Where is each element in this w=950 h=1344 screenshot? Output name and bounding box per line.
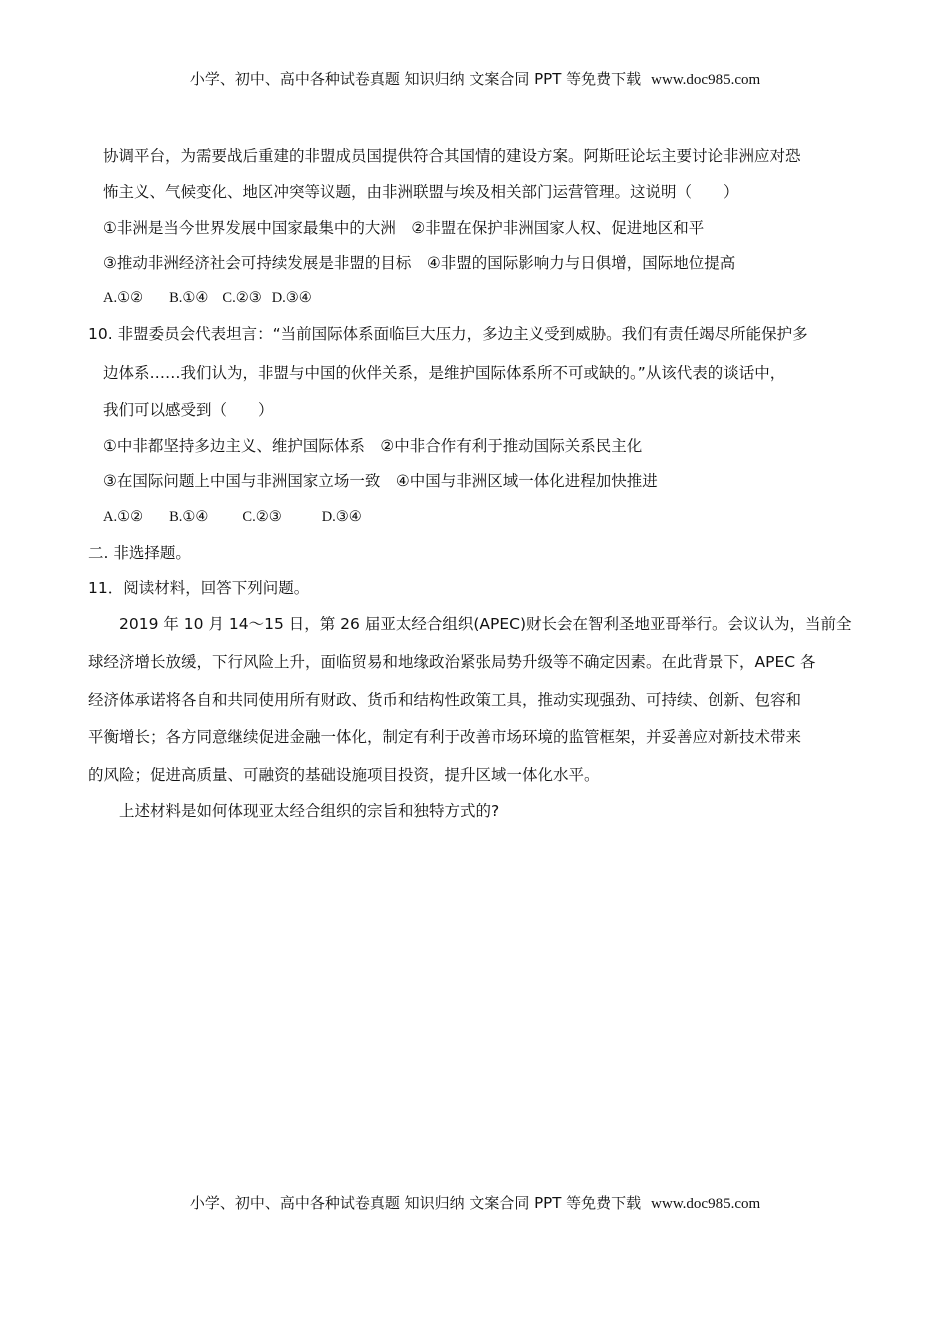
- q10-statement-1: ①中非都坚持多边主义、维护国际体系 ②中非合作有利于推动国际关系民主化: [103, 437, 643, 455]
- q10-option-d: D.③④: [321, 509, 362, 525]
- q9-option-a: A.①②: [103, 290, 144, 306]
- q11-question: 上述材料是如何体现亚太经合组织的宗旨和独特方式的?: [119, 802, 500, 820]
- q9-statement-1: ①非洲是当今世界发展中国家最集中的大洲 ②非盟在保护非洲国家人权、促进地区和平: [103, 219, 705, 237]
- header-url[interactable]: www.doc985.com: [651, 72, 761, 88]
- q11-paragraph-line-3: 经济体承诺将各自和共同使用所有财政、货币和结构性政策工具，推动实现强劲、可持续、创新、包容和: [88, 691, 802, 709]
- q11-paragraph-line-1: 2019 年 10 月 14～15 日，第 26 届亚太经合组织(APEC)财长会在智利圣地亚哥举行。会议认为，当前全: [119, 615, 852, 633]
- header-text: 小学、初中、高中各种试卷真题 知识归纳 文案合同 PPT 等免费下载: [189, 70, 642, 88]
- footer-url[interactable]: www.doc985.com: [651, 1196, 761, 1212]
- q10-line-2: 边体系……我们认为，非盟与中国的伙伴关系，是维护国际体系所不可或缺的。”从该代表的谈话中，: [103, 364, 786, 382]
- q10-options: [103, 507, 388, 527]
- q9-option-d: D.③④: [271, 290, 312, 306]
- q11-paragraph-line-5: 的风险；促进高质量、可融资的基础设施项目投资，提升区域一体化水平。: [88, 766, 600, 784]
- q9-line-1: 协调平台，为需要战后重建的非盟成员国提供符合其国情的建设方案。阿斯旺论坛主要讨论非洲应对恐: [103, 147, 801, 165]
- q9-option-c: C.②③: [222, 290, 262, 306]
- footer-text: 小学、初中、高中各种试卷真题 知识归纳 文案合同 PPT 等免费下载: [189, 1194, 642, 1212]
- q10-statement-2: ③在国际问题上中国与非洲国家立场一致 ④中国与非洲区域一体化进程加快推进: [103, 472, 658, 490]
- q10-option-a: A.①②: [103, 509, 144, 525]
- q9-option-b: B.①④: [169, 290, 209, 306]
- q9-line-2: 怖主义、气候变化、地区冲突等议题，由非洲联盟与埃及相关部门运营管理。这说明（ ）: [103, 183, 739, 201]
- q10-option-b: B.①④: [169, 509, 209, 525]
- page-footer: [0, 1192, 950, 1213]
- q11-paragraph-line-2: 球经济增长放缓，下行风险上升，面临贸易和地缘政治紧张局势升级等不确定因素。在此背景下，APEC 各: [88, 653, 816, 671]
- q10-option-c: C.②③: [242, 509, 282, 525]
- q10-line-3: 我们可以感受到（ ）: [103, 401, 274, 419]
- q11-paragraph-line-4: 平衡增长；各方同意继续促进金融一体化，制定有利于改善市场环境的监管框架，并妥善应对新技术带来: [88, 728, 802, 746]
- page-header: [0, 68, 950, 89]
- section-title: 二. 非选择题。: [88, 544, 191, 562]
- q9-options: [103, 288, 338, 308]
- q9-statement-2: ③推动非洲经济社会可持续发展是非盟的目标 ④非盟的国际影响力与日俱增，国际地位提高: [103, 254, 736, 272]
- q11-title: 11．阅读材料，回答下列问题。: [88, 579, 310, 597]
- q10-line-1: 10. 非盟委员会代表坦言：“当前国际体系面临巨大压力，多边主义受到威胁。我们有责任竭尽所能保护多: [88, 325, 808, 343]
